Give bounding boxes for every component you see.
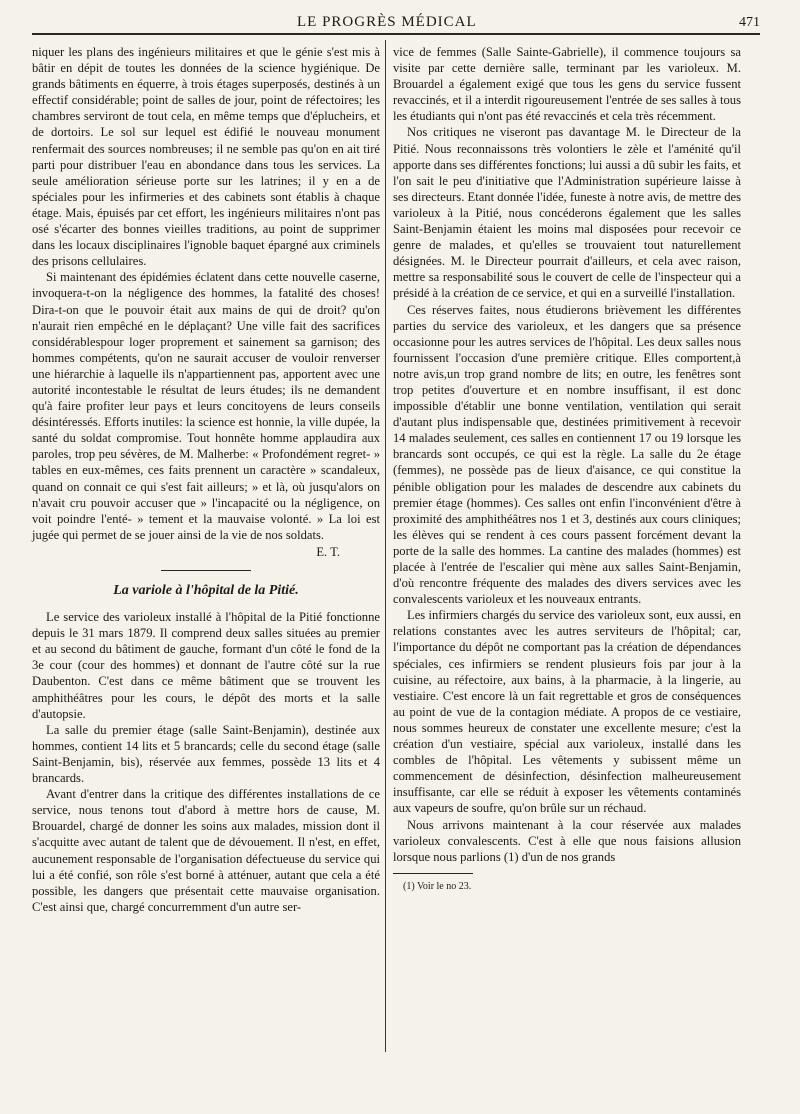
left-paragraph-3: Le service des varioleux installé à l'hôpital de la Pitié fonctionne depuis le 31 mars 1879. Il comprend deux salles situées au premier et au second du bâtiment de gauche, formant d'un côté le fond de la 3e cour (cour des hommes) et donnant de l'autre côté sur la rue Daubenton. C'est dans ce même bâtiment que se trouvent les amphithéâtres pour les cours, le dépôt des morts et la salle d'autopsie. [32, 610, 380, 721]
left-column [32, 44, 380, 915]
left-paragraph-2: Si maintenant des épidémies éclatent dans cette nouvelle caserne, invoquera-t-on la négligence des hommes, la fatalité des choses! Dira-t-on que le pouvoir était aux mains de qui de droit? qu'on n'aurait rien empêché en le déplaçant? Une ville fait des sacrifices considérablespour loger proprement et sainement sa garnison; des hommes compétents, qu'on ne saurait accuser de vouloir renverser une hiérarchie à laquelle ils n'appartiennent pas, apportent avec une autorité incontestable le résultat de leurs études; ils ne demandent qu'à faire profiter leur pays et leurs concitoyens de leurs conseils désintéressés. Efforts inutiles: la science est honnie, la ville dupée, la santé du soldat compromise. Tout honnête homme applaudira aux paroles, trop peu sévères, de M. Malherbe: « Profondément regret- » tables en eux-mêmes, ces faits prennent un caractère » scandaleux, quand on connait ce qui s'est fait ailleurs; » et là, où jusqu'alors on n'avait cru pouvoir accuser que » l'incapacité ou la négligence, on voit poindre l'enté- » tement et la mauvaise volonté. » La loi est jugée qui permet de se jouer ainsi de la vie de nos soldats. [32, 270, 380, 542]
right-column [393, 44, 741, 895]
section-title: La variole à l'hôpital de la Pitié. [113, 583, 299, 598]
footnote-rule [393, 873, 473, 874]
right-paragraph-5: Nous arrivons maintenant à la cour réservée aux malades varioleux convalescents. C'est à elle que nous faisions allusion lorsque nous parlions (1) d'un de nos grands [393, 817, 741, 864]
header-rule [32, 33, 760, 35]
article-signature: E. T. [316, 544, 340, 559]
right-paragraph-2: Nos critiques ne viseront pas davantage M. le Directeur de la Pitié. Nous reconnaissons très volontiers le zèle et l'aménité qu'il apporte dans ses différentes fonctions; lui aussi a dû subir les faits, et l'on sait le peu d'initiative que l'Administration supérieure laisse à ses directeurs. Etant donnée l'idée, funeste à notre avis, de mettre des varioleux à la Pitié, nous concéderons également que les salles Saint-Benjamin étaient les moins mal disposées pour recevoir ce genre de malades, et qu'elles se trouvaient tout naturellement désignées. M. le Directeur pourrait d'ailleurs, et cela avec raison, mettre sa responsabilité sous le couvert de celle de l'inspecteur qui a présidé à la création de ce service, et qui en a surveillé l'installation. [393, 125, 741, 301]
left-paragraph-4: La salle du premier étage (salle Saint-Benjamin), destinée aux hommes, contient 14 lits et 5 brancards; celle du second étage (salle Saint-Benjamin, bis), réservée aux femmes, possède 13 lits et 4 brancards. [32, 722, 380, 786]
column-divider [385, 40, 386, 1052]
right-paragraph-1: vice de femmes (Salle Sainte-Gabrielle), il commence toujours sa visite par cette dernière salle, terminant par les varioleux. M. Brouardel a également exigé que tous les gens du service fussent revaccinés, et il a interdit rigoureusement l'entrée de ses salles à tous les étudiants qui n'ont pas été revaccinés et cela très récemment. [393, 45, 741, 124]
section-rule [161, 570, 251, 571]
left-paragraph-1: niquer les plans des ingénieurs militaires et que le génie s'est mis à bâtir en dépit de toutes les données de la science hygiénique. De grands bâtiments en équerre, à trois étages superposés, destinés à un effectif considérable; point de salles de jour, point de réfectoires; les chambres serviront de tout cela, en même temps que d'éplucheirs, et de dortoirs. Le sol sur lequel est édifié le nouveau monument renfermait des sources nombreuses; il ne semble pas qu'on en ait tiré parti pour distribuer l'eau en abondance dans tous les services. La seule amélioration sérieuse porte sur les latrines; il y en a de spéciales pour les infirmeries et des cabinets sont établis à chaque étage. Mais, épuisés par cet effort, les ingénieurs militaires n'ont pas osé s'écarter des bonnes vieilles traditions, au point de supprimer dans les locaux disciplinaires l'ignoble baquet épargné aux criminels des prisons cellulaires. [32, 45, 380, 269]
page-number: 471 [739, 15, 760, 30]
right-paragraph-3: Ces réserves faites, nous étudierons brièvement les différentes parties du service des varioleux, et les dangers que sa présence occasionne pour les autres services de l'hôpital. Les deux salles nous fournissent l'occasion d'une première critique. Elles comportent,à notre avis,un trop grand nombre de lits; en outre, les fenêtres sont trop petites d'ouverture et en nombre insuffisant, il est donc impossible d'établir une bonne ventilation, ventilation qui serait d'autant plus indispensable que, destinées primitivement à recevoir 14 malades seulement, ces salles en contiennent 17 ou 19 lorsque les brancards sont occupés, ce qui est la règle. La salle du 2e étage (femmes), ne possède pas de lieux d'aisance, ce qui constitue la pénible obligation pour les malades de descendre aux cabinets du premier étage (hommes). Ces salles ont enfin l'inconvénient d'être à proximité des amphithéâtres nos 1 et 3, destinés aux cours cliniques; les élèves qui se rendent à ces cours passent forcément devant la porte de la salle des hommes. La cantine des malades (hommes) est placée à l'entrée de l'escalier qui mène aux salles Saint-Benjamin, d'où rencontre fréquente des malades des divers services avec les convalescents varioleux et les nouveaux entrants. [393, 302, 741, 607]
footnote: (1) Voir le no 23. [403, 880, 472, 892]
left-paragraph-5: Avant d'entrer dans la critique des différentes installations de ce service, nous tenons tout d'abord à mettre hors de cause, M. Brouardel, chargé de donner les soins aux malades, mission dont il s'acquitte avec autant de talent que de dévouement. Il n'est, en effet, aucunement responsable de l'organisation défectueuse du service qui lui a été confié, son rôle s'est borné à atténuer, autant que cela a été possible, les dangers que présentait cette mauvaise organisation. C'est ainsi que, chargé concurremment d'un autre ser- [32, 787, 380, 914]
right-paragraph-4: Les infirmiers chargés du service des varioleux sont, eux aussi, en relations constantes avec les autres serviteurs de l'hôpital; car, l'importance du dépôt ne comportant pas la création de dépendances spéciales, ces infirmiers se rendent plusieurs fois par jour à la cuisine, au réfectoire, aux bains, à la pharmacie, à la lingerie, au vestiaire. C'est encore là un fait regrettable et gros de conséquences au point de vue de la contagion médiate. A propos de ce vestiaire, nous sommes heureux de constater une excellente mesure; c'est la création d'un vestiaire, spécial aux varioleux, installé dans les combles de l'hôpital. Les vêtements y subissent même un commencement de désinfection, désinfection malheureusement insuffisante, car elle se réduit à exposer les vêtements contaminés aux vapeurs de soufre, qu'on brûle sur un réchaud. [393, 608, 741, 816]
journal-title: LE PROGRÈS MÉDICAL [297, 14, 477, 30]
